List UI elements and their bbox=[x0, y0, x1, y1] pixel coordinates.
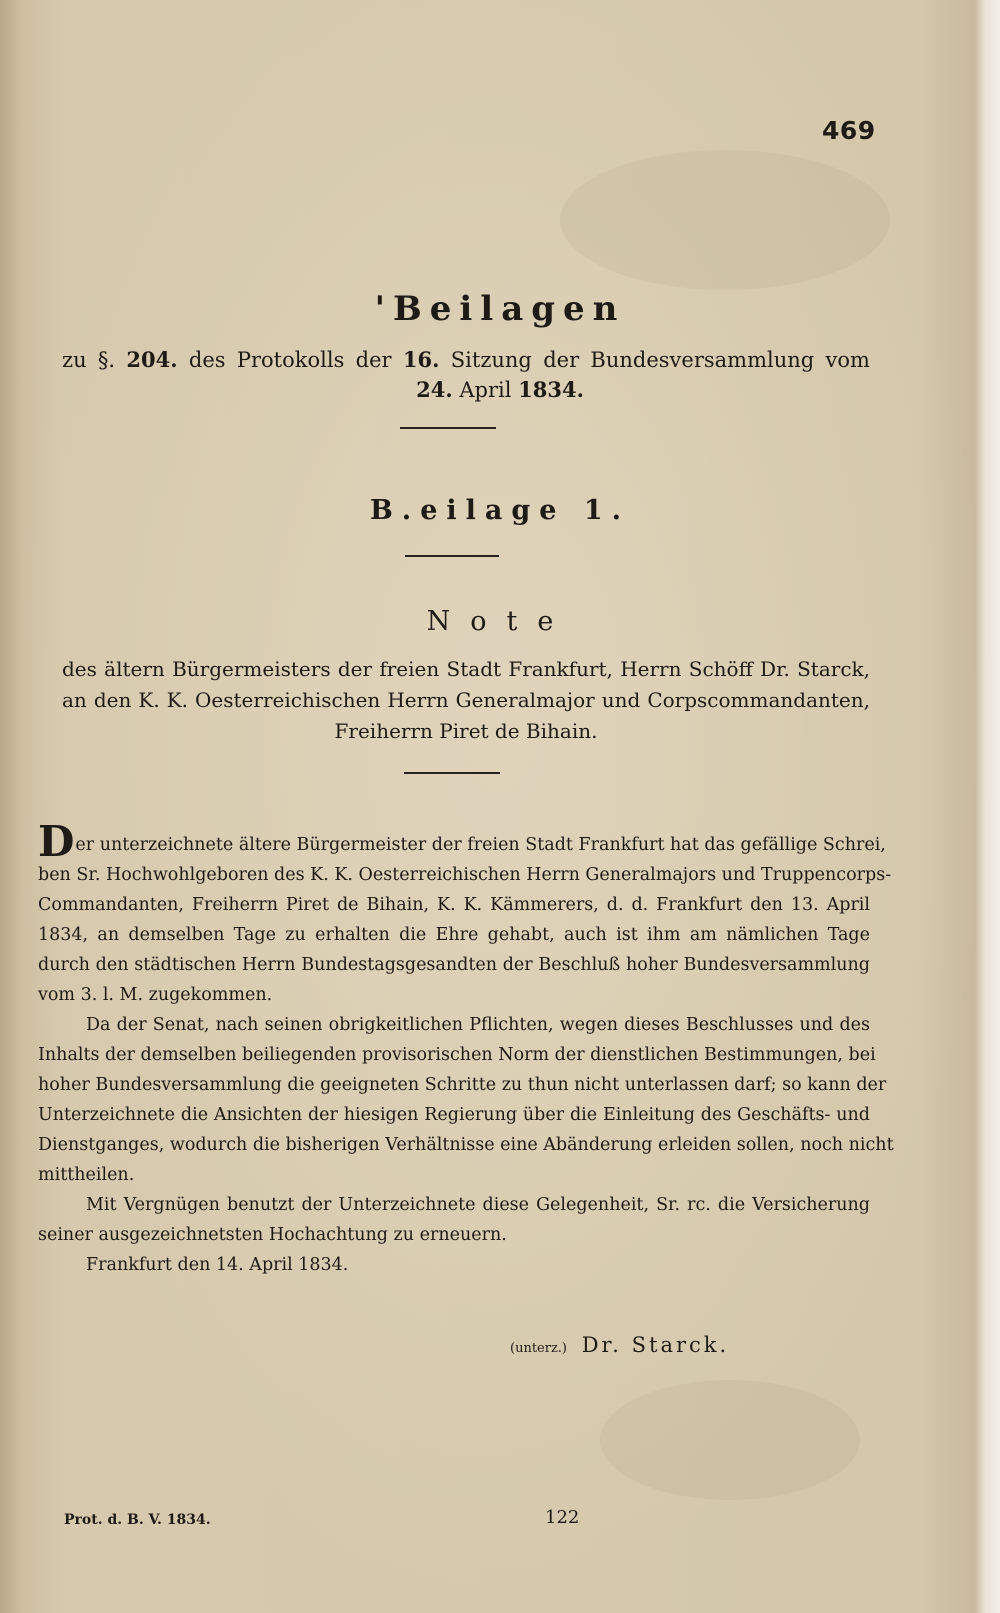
text-line: vom 3. l. M. zugekommen. bbox=[38, 985, 273, 1005]
addressee-line: des ältern Bürgermeisters der freien Stadt Frankfurt, Herrn Schöff Dr. Starck, bbox=[62, 657, 870, 681]
paragraph-3 bbox=[38, 1190, 870, 1250]
main-title: 'Beilagen bbox=[374, 289, 626, 329]
addressee-line: an den K. K. Oesterreichischen Herrn Generalmajor und Corpscommandanten, bbox=[62, 688, 870, 712]
text-line: Unterzeichnete die Ansichten der hiesigen Regierung über die Einleitung des Geschäfts- und bbox=[38, 1105, 870, 1125]
text-line: Dienstganges, wodurch die bisherigen Verhältnisse eine Abänderung erleiden sollen, noch nicht bbox=[38, 1135, 894, 1155]
paragraph-1 bbox=[38, 817, 892, 1010]
text-line: Da der Senat, nach seinen obrigkeitlichen Pflichten, wegen dieses Beschlusses und des bbox=[86, 1015, 870, 1035]
subtitle-section-number: 204. bbox=[126, 347, 178, 372]
addressee-line: Freiherrn Piret de Bihain. bbox=[334, 719, 598, 743]
footer-signature-number: 122 bbox=[545, 1507, 580, 1528]
subtitle-session-number: 16. bbox=[402, 347, 440, 372]
text-line: ben Sr. Hochwohlgeboren des K. K. Oesterreichischen Herrn Generalmajors und Truppencorps- bbox=[38, 865, 892, 885]
text-line: mittheilen. bbox=[38, 1165, 135, 1185]
subtitle bbox=[62, 344, 870, 376]
paper-stain bbox=[600, 1380, 860, 1500]
signature-note: (unterz.) bbox=[510, 1341, 568, 1356]
page-number: 469 bbox=[822, 116, 876, 145]
subtitle-date bbox=[0, 377, 1000, 402]
note-addressee bbox=[62, 654, 870, 747]
date-day: 24. bbox=[416, 377, 453, 402]
paragraph-2 bbox=[38, 1010, 894, 1190]
divider-rule bbox=[405, 555, 499, 557]
divider-rule bbox=[404, 772, 500, 774]
body-text bbox=[38, 817, 894, 1280]
note-title: Note bbox=[426, 606, 574, 637]
text-line: Der unterzeichnete ältere Bürgermeister der freien Stadt Frankfurt hat das gefällige Schrei, bbox=[38, 817, 886, 866]
text-line: Inhalts der demselben beiliegenden provisorischen Norm der dienstlichen Bestimmungen, bei bbox=[38, 1045, 876, 1065]
date-month: April bbox=[459, 378, 512, 402]
paper-stain bbox=[560, 150, 890, 290]
subtitle-rest: Sitzung der Bundesversammlung vom bbox=[450, 348, 870, 372]
subtitle-mid: des Protokolls der bbox=[188, 348, 392, 372]
place-date bbox=[38, 1250, 870, 1280]
section-title: B.eilage 1. bbox=[369, 495, 631, 526]
text-line: Mit Vergnügen benutzt der Unterzeichnete diese Gelegenheit, Sr. rc. die Versicherung bbox=[86, 1195, 870, 1215]
text-line: 1834, an demselben Tage zu erhalten die Ehre gehabt, auch ist ihm am nämlichen Tage bbox=[38, 925, 870, 945]
text-line: Frankfurt den 14. April 1834. bbox=[86, 1255, 349, 1275]
divider-rule bbox=[400, 427, 496, 429]
signature-name: Dr. Starck. bbox=[581, 1333, 730, 1357]
drop-cap: D bbox=[38, 817, 75, 866]
date-year: 1834. bbox=[518, 377, 584, 402]
text-line: Commandanten, Freiherrn Piret de Bihain, K. K. Kämmerers, d. d. Frankfurt den 13. April bbox=[38, 895, 870, 915]
subtitle-prefix: zu §. bbox=[62, 348, 116, 372]
text-line: hoher Bundesversammlung die geeigneten Schritte zu thun nicht unterlassen darf; so kann der bbox=[38, 1075, 887, 1095]
text-line: durch den städtischen Herrn Bundestagsgesandten der Beschluß hoher Bundesversammlung bbox=[38, 955, 870, 975]
signature bbox=[510, 1333, 729, 1357]
text-line: seiner ausgezeichnetsten Hochachtung zu erneuern. bbox=[38, 1225, 507, 1245]
footer-reference: Prot. d. B. V. 1834. bbox=[64, 1512, 211, 1528]
